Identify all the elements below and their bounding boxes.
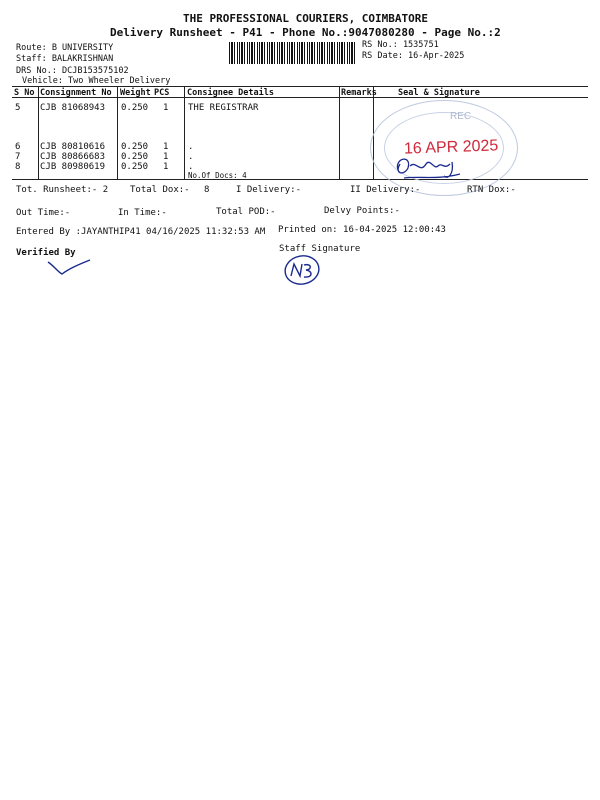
staff-signature-label: Staff Signature bbox=[279, 244, 361, 254]
rtn-dox: RTN Dox:- bbox=[467, 185, 516, 195]
row-consignment-no: CJB 80866683 bbox=[40, 152, 106, 162]
row-consignment-no: CJB 80810616 bbox=[40, 142, 106, 152]
tot-runsheet: Tot. Runsheet:- 2 bbox=[16, 185, 109, 195]
table-bottom-border bbox=[12, 179, 588, 180]
row-pcs: 1 bbox=[163, 142, 169, 152]
total-dox-value: 8 bbox=[204, 185, 210, 195]
staff-text: Staff: BALAKRISHNAN bbox=[16, 54, 114, 64]
header-consignee: Consignee Details bbox=[187, 88, 274, 98]
row-pcs: 1 bbox=[163, 103, 169, 113]
stamp-text: REC bbox=[450, 111, 472, 122]
col-divider bbox=[339, 86, 340, 179]
row-weight: 0.250 bbox=[121, 142, 149, 152]
printed-on: Printed on: 16-04-2025 12:00:43 bbox=[278, 225, 446, 235]
header-weight: Weight bbox=[120, 88, 151, 98]
col-divider bbox=[184, 86, 185, 179]
row-consignment-no: CJB 81068943 bbox=[40, 103, 106, 113]
total-dox-label: Total Dox:- bbox=[130, 185, 190, 195]
row-consignee: . bbox=[188, 142, 194, 152]
ii-delivery: II Delivery:- bbox=[350, 185, 421, 195]
out-time: Out Time:- bbox=[16, 208, 71, 218]
verified-by-label: Verified By bbox=[16, 248, 76, 258]
header-seal: Seal & Signature bbox=[398, 88, 480, 98]
seal-signature bbox=[390, 140, 480, 190]
stamp-date: 16 APR 2025 bbox=[403, 137, 499, 158]
row-weight: 0.250 bbox=[121, 103, 149, 113]
total-pod: Total POD:- bbox=[216, 207, 276, 217]
row-sno: 5 bbox=[15, 103, 21, 113]
row-consignee: THE REGISTRAR bbox=[188, 103, 259, 113]
in-time: In Time:- bbox=[118, 208, 167, 218]
drs-text: DRS No.: DCJB153575102 bbox=[16, 66, 129, 76]
table-top-border bbox=[12, 86, 588, 87]
header-consignment: Consignment No bbox=[40, 88, 112, 98]
row-weight: 0.250 bbox=[121, 162, 149, 172]
row-consignee: . bbox=[188, 152, 194, 162]
col-divider bbox=[117, 86, 118, 179]
i-delivery: I Delivery:- bbox=[236, 185, 302, 195]
route-text: Route: B UNIVERSITY bbox=[16, 43, 114, 53]
header-remarks: Remarks bbox=[341, 88, 377, 98]
row-sno: 7 bbox=[15, 152, 21, 162]
no-of-docs: No.Of Docs: 4 bbox=[188, 171, 247, 180]
verified-by-signature bbox=[44, 256, 94, 278]
runsheet-title: Delivery Runsheet - P41 - Phone No.:9047080280 - Page No.:2 bbox=[110, 26, 501, 39]
vehicle-text: Vehicle: Two Wheeler Delivery bbox=[22, 76, 171, 86]
row-pcs: 1 bbox=[163, 152, 169, 162]
barcode bbox=[229, 42, 357, 64]
row-weight: 0.250 bbox=[121, 152, 149, 162]
header-sno: S No bbox=[14, 88, 35, 98]
company-title: THE PROFESSIONAL COURIERS, COIMBATORE bbox=[183, 12, 429, 25]
rs-no-text: RS No.: 1535751 bbox=[362, 40, 439, 50]
header-pcs: PCS bbox=[154, 88, 170, 98]
row-consignee: . bbox=[188, 162, 194, 172]
staff-signature-mark bbox=[278, 252, 328, 288]
row-sno: 8 bbox=[15, 162, 21, 172]
entered-by: Entered By :JAYANTHIP41 04/16/2025 11:32:53 AM bbox=[16, 227, 266, 237]
delvy-points: Delvy Points:- bbox=[324, 206, 400, 216]
col-divider bbox=[38, 86, 39, 179]
row-pcs: 1 bbox=[163, 162, 169, 172]
row-consignment-no: CJB 80980619 bbox=[40, 162, 106, 172]
rs-date-text: RS Date: 16-Apr-2025 bbox=[362, 51, 465, 61]
row-sno: 6 bbox=[15, 142, 21, 152]
